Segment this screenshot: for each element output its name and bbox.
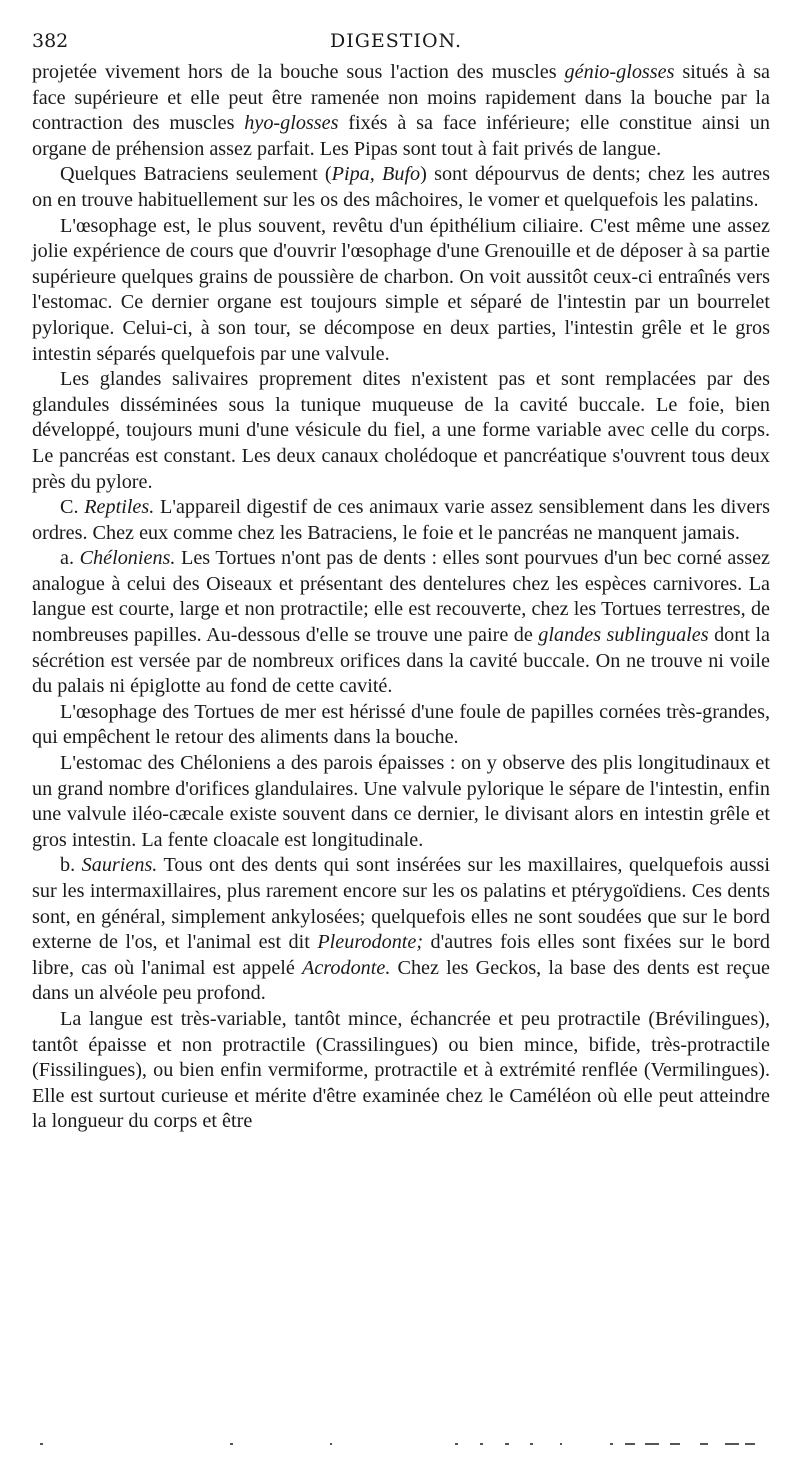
text-run: Quelques Batraciens seulement (	[60, 163, 332, 186]
text-run: Les glandes salivaires proprement dites n'existent pas et sont remplacées par des glandules disséminées sous la tunique muqueuse de la cavité buccale. Le foie, bien développé, toujours muni d'une vésicule du fiel, a une forme variable avec celle du corps. Le pancréas est constant. Les deux canaux cholédoque et pancréatique s'ouvrent tous deux près du pylore.	[32, 368, 770, 493]
italic-term: Acrodonte.	[301, 956, 391, 979]
text-run: Tous ont des dents qui sont insérées sur les maxillaires, quelquefois aussi sur les intermaxillaires, plus rarement encore sur les os palatins et ptérygoïdiens. Ces dents sont, en général, simplement ankylosées; quelquefois elles ne sont soudées que sur le bord externe de l'os, et l'animal est dit	[32, 854, 771, 954]
paragraph	[32, 367, 770, 495]
paragraph	[32, 700, 770, 751]
text-run: C.	[60, 496, 85, 519]
italic-term: Sauriens.	[81, 854, 158, 877]
text-run: b.	[60, 854, 82, 877]
italic-term: Reptiles.	[84, 496, 155, 519]
text-run: L'œsophage des Tortues de mer est hérissé d'une foule de papilles cornées très-grandes, qui empêchent le retour des aliments dans la bouche.	[32, 700, 770, 749]
text-run: Les Tortues n'ont pas de dents : elles sont pourvues d'un bec corné assez analogue à celui des Oiseaux et présentant des dentelures chez les espèces carnivores. La langue est courte, large et non protractile; elle est recouverte, chez les Tortues terrestres, de nombreuses papilles. Au-dessous d'elle se trouve une paire de	[32, 547, 770, 647]
paragraph	[32, 1007, 770, 1135]
page-header	[32, 30, 760, 56]
paragraph	[32, 853, 770, 1007]
paragraph	[32, 546, 770, 700]
italic-term: hyo-glosses	[244, 112, 339, 135]
italic-term: génio-glosses	[564, 61, 675, 83]
text-run: L'estomac des Chéloniens a des parois épaisses : on y observe des plis longitudinaux et un grand nombre d'orifices glandulaires. Une valvule pylorique le sépare de l'intestin, enfin une valvule iléo-cæcale existe souvent dans ce dernier, le divisant alors en intestin grêle et gros intestin. La fente cloacale est longitudinale.	[32, 752, 770, 851]
text-run: d'autres fois elles sont fixées sur le bord libre, cas où l'animal est appelé	[32, 931, 770, 979]
text-run: projetée vivement hors de la bouche sous l'action des muscles	[32, 61, 565, 83]
italic-term: Chéloniens.	[79, 547, 176, 570]
paragraph	[32, 495, 770, 546]
scan-noise-decoration	[0, 1440, 800, 1448]
text-run: situés à sa face supérieure et elle peut être ramenée non moins rapidement dans la bouche par la contraction des muscles	[32, 61, 771, 135]
paragraph	[32, 214, 770, 368]
text-run: Chez les Geckos, la base des dents est reçue dans un alvéole peu profond.	[32, 956, 770, 1005]
text-run: dont la sécrétion est versée par de nombreux orifices dans la cavité buccale. On ne trouve ni voile du palais ni épiglotte au fond de cette cavité.	[32, 624, 770, 698]
text-run: fixés à sa face inférieure; elle constitue ainsi un organe de préhension assez parfait. Les Pipas sont tout à fait privés de langue.	[32, 112, 770, 160]
text-run: a.	[60, 547, 80, 570]
paragraph	[32, 751, 770, 853]
text-run: ) sont dépourvus de dents; chez les autres on en trouve habituellement sur les os des mâchoires, le vomer et quelquefois les palatins.	[32, 163, 770, 211]
body-text	[32, 60, 770, 1135]
italic-term: Pipa, Bufo	[331, 163, 421, 186]
running-title: DIGESTION.	[329, 30, 462, 52]
italic-term: Pleurodonte;	[317, 931, 424, 954]
paragraph	[32, 162, 770, 213]
paragraph	[32, 60, 770, 162]
page-number: 382	[32, 30, 69, 52]
text-run: L'appareil digestif de ces animaux varie assez sensiblement dans les divers ordres. Chez eux comme chez les Batraciens, le foie et le pancréas ne manquent jamais.	[32, 496, 770, 544]
text-run: L'œsophage est, le plus souvent, revêtu d'un épithélium ciliaire. C'est même une assez jolie expérience de cours que d'ouvrir l'œsophage d'une Grenouille et de déposer à sa partie supérieure quelques grains de poussière de charbon. On voit aussitôt ceux-ci entraînés vers l'estomac. Ce dernier organe est toujours simple et séparé de l'intestin par un bourrelet pylorique. Celui-ci, à son tour, se décompose en deux parties, l'intestin grêle et le gros intestin séparés quelquefois par une valvule.	[32, 214, 770, 365]
text-run: La langue est très-variable, tantôt mince, échancrée et peu protractile (Brévilingues), tantôt épaisse et non protractile (Crassilingues) ou bien mince, bifide, très-protractile (Fissilingues), ou bien enfin vermiforme, protractile et à extrémité renflée (Vermilingues). Elle est surtout curieuse et mérite d'être examinée chez le Caméléon où elle peut atteindre la longueur du corps et être	[32, 1007, 770, 1133]
italic-term: glandes sublinguales	[538, 624, 709, 647]
